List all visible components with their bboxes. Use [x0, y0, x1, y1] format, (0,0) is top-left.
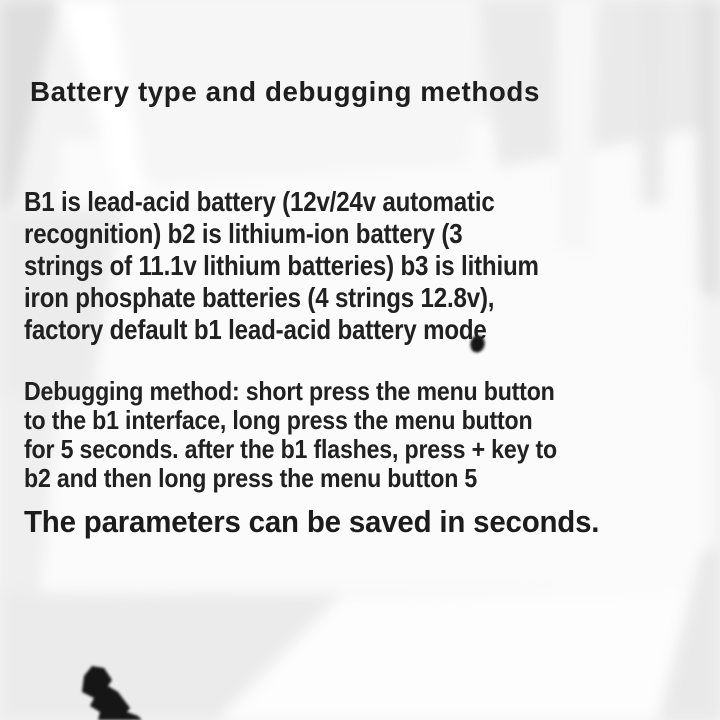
paragraph-line: b2 and then long press the menu button 5	[24, 463, 478, 493]
debugging-method-paragraph	[24, 377, 557, 493]
closing-statement: The parameters can be saved in seconds.	[24, 504, 600, 539]
paragraph-line: B1 is lead-acid battery (12v/24v automatic	[24, 186, 495, 217]
battery-types-paragraph	[24, 186, 539, 346]
paragraph-line: for 5 seconds. after the b1 flashes, press + key to	[24, 434, 557, 464]
paragraph-line: strings of 11.1v lithium batteries) b3 is lithium	[24, 250, 539, 281]
paragraph-line: Debugging method: short press the menu button	[24, 376, 555, 406]
paragraph-line: to the b1 interface, long press the menu button	[24, 405, 533, 435]
paragraph-line: recognition) b2 is lithium-ion battery (3	[24, 218, 463, 249]
paragraph-line: iron phosphate batteries (4 strings 12.8v),	[24, 282, 495, 313]
page-title: Battery type and debugging methods	[30, 76, 540, 107]
paragraph-line: factory default b1 lead-acid battery mode	[24, 314, 487, 345]
